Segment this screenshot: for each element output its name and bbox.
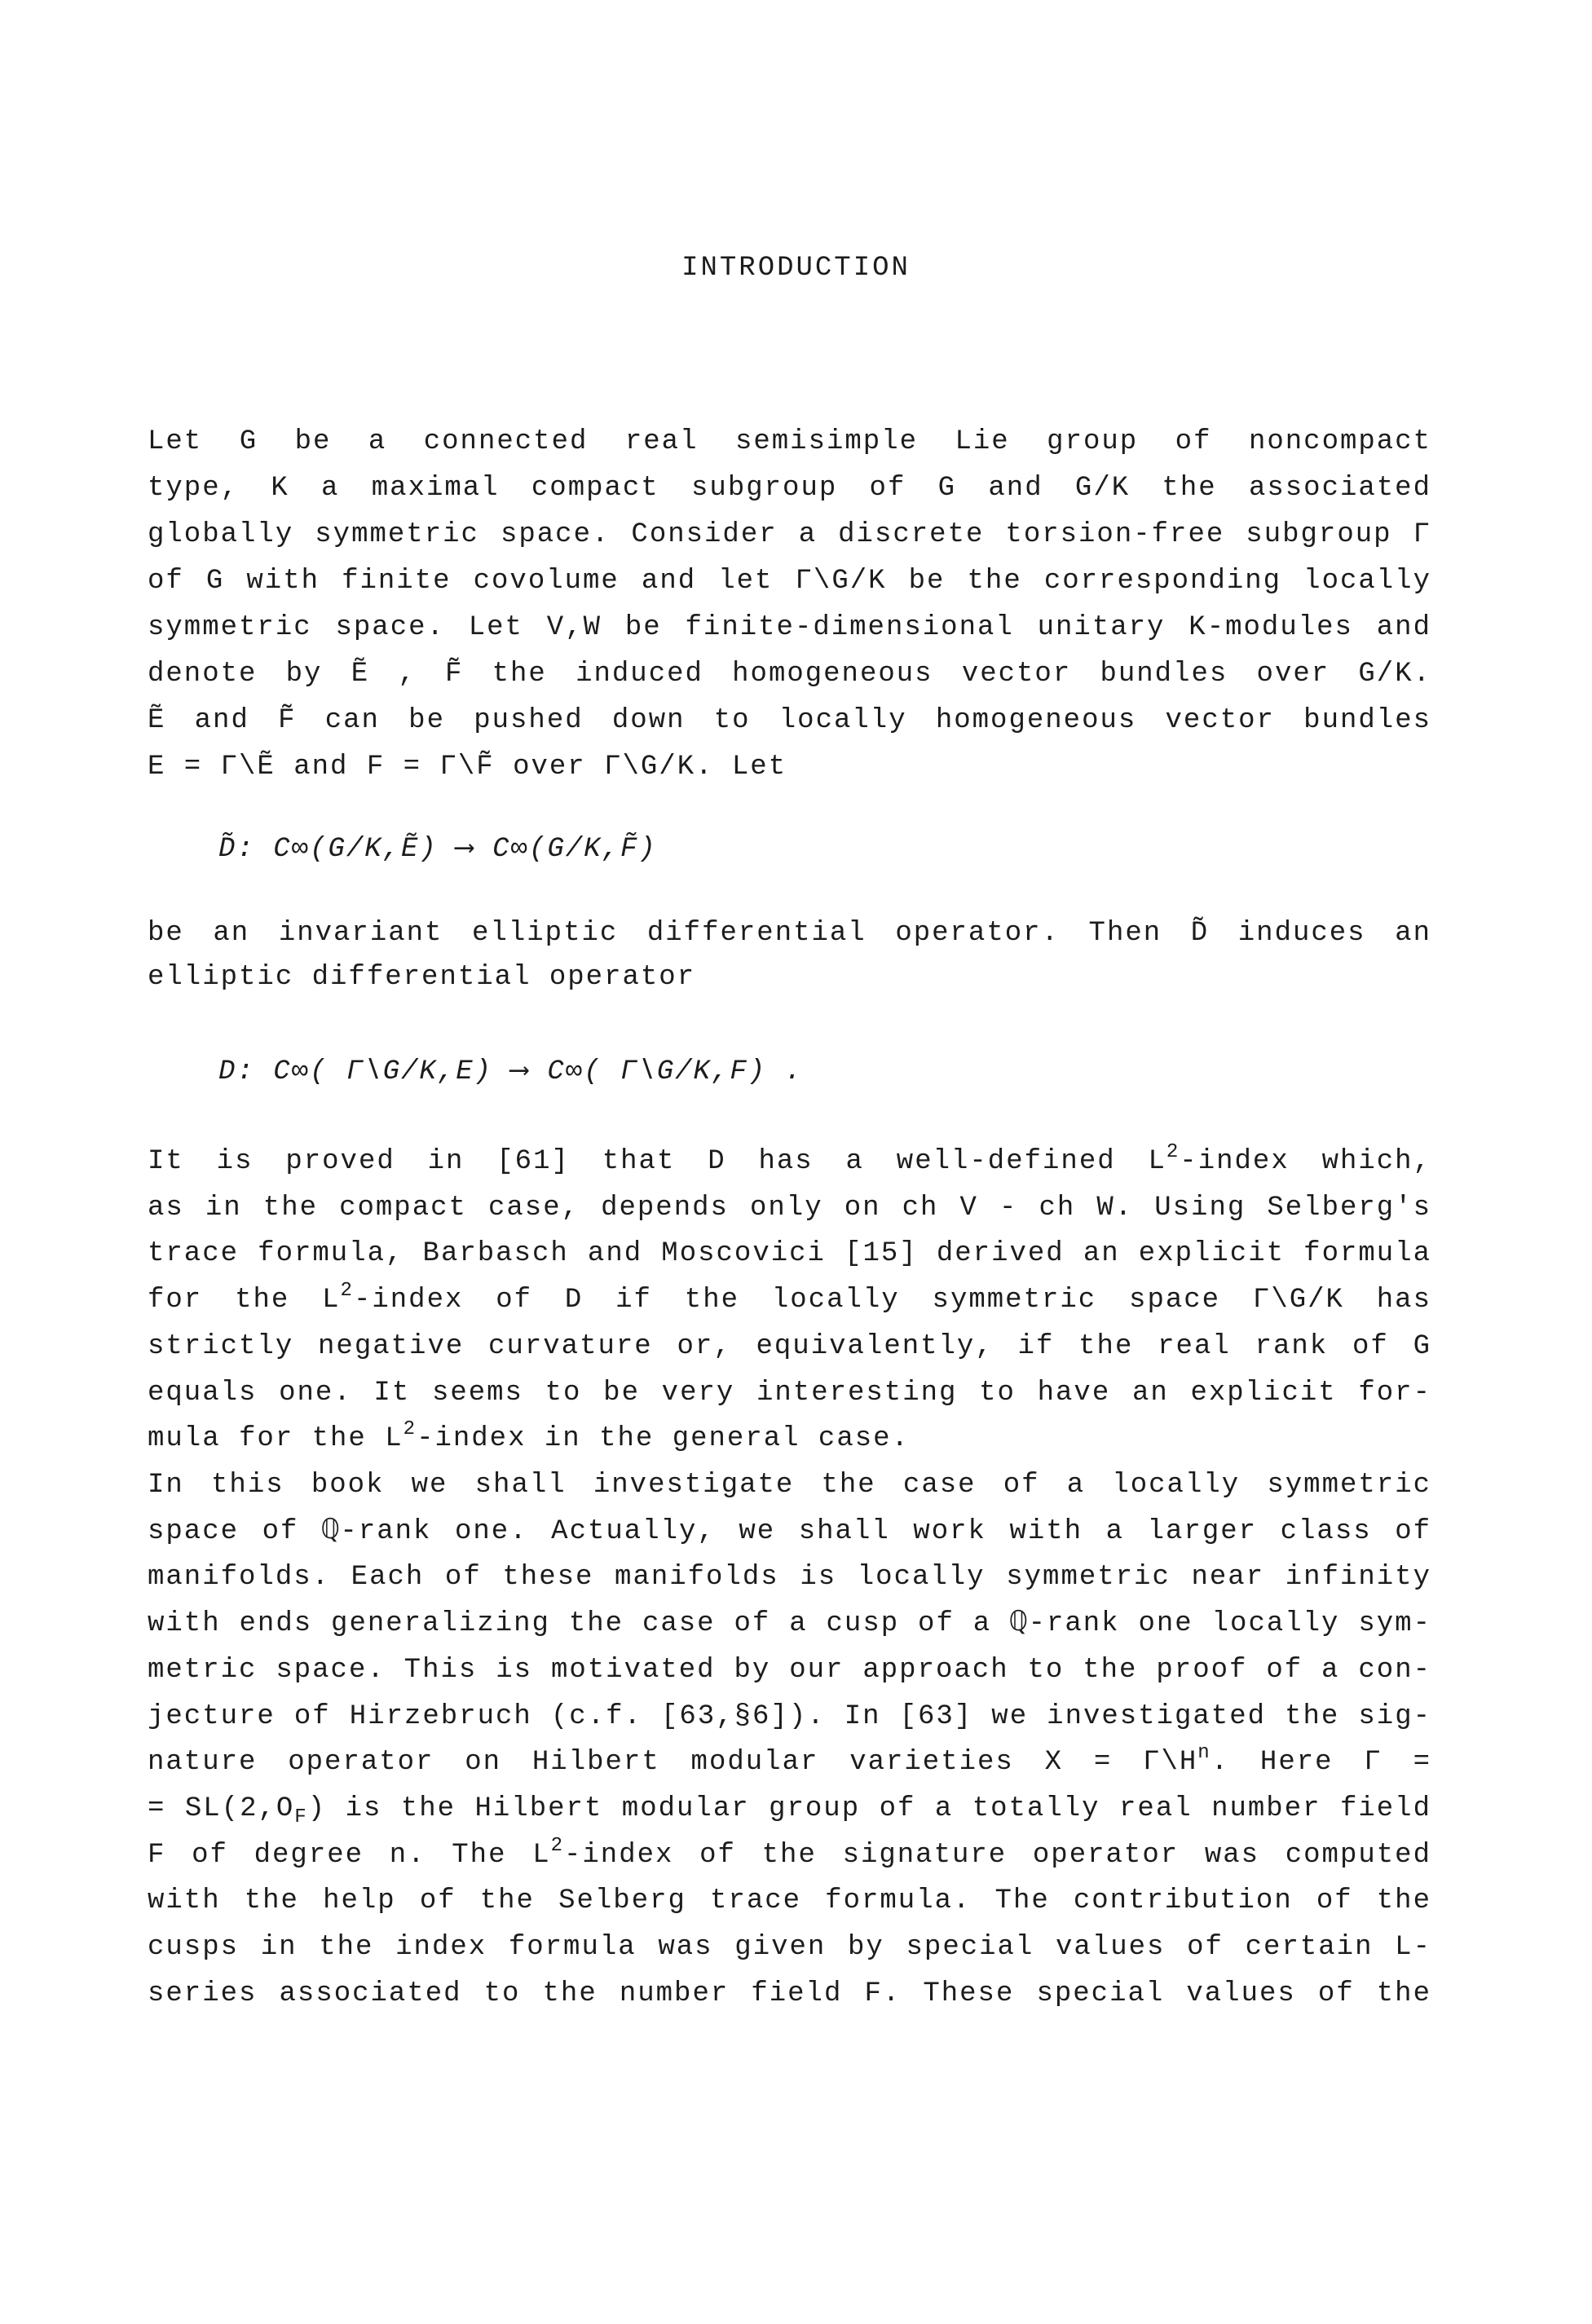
text-line: symmetric space. Let V,W be finite-dimensional unitary K-modules and <box>148 612 1431 643</box>
text-line <box>148 1377 1431 1409</box>
text-line <box>148 1654 1431 1687</box>
text-line: of G with finite covolume and let Γ\G/K be the corresponding locally <box>148 566 1431 597</box>
text-segment: . Here Γ = <box>1211 1747 1431 1779</box>
text-segment: for the L <box>148 1285 341 1316</box>
text-segment: space of ℚ-rank one. Actually, we shall work with a larger class of <box>148 1515 1431 1547</box>
text-segment: F of degree n. The L <box>148 1839 551 1871</box>
subscript: F <box>294 1806 308 1828</box>
text-line <box>148 1469 1431 1502</box>
text-line <box>148 1237 1431 1270</box>
text-segment: strictly negative curvature or, equivalently, if the real rank of G <box>148 1330 1431 1362</box>
text-line: globally symmetric space. Consider a discrete torsion-free subgroup Γ <box>148 519 1431 550</box>
text-segment: with the help of the Selberg trace formula. The contribution of the <box>148 1885 1431 1917</box>
text-line <box>148 1418 1431 1455</box>
text-line: Let G be a connected real semisimple Lie group of noncompact <box>148 426 1431 457</box>
text-line <box>148 1834 1431 1872</box>
superscript: 2 <box>1166 1141 1180 1163</box>
text-segment: -index of the signature operator was computed <box>564 1839 1431 1871</box>
text-segment: mula for the L <box>148 1423 404 1455</box>
superscript: 2 <box>403 1418 417 1441</box>
text-segment: -index of D if the locally symmetric space Γ\G/K has <box>353 1285 1431 1316</box>
text-line: denote by Ẽ , F̃ the induced homogeneous vector bundles over G/K. <box>148 659 1431 690</box>
superscript: n <box>1197 1742 1211 1765</box>
text-segment: nature operator on Hilbert modular varieties X = Γ\H <box>148 1747 1198 1779</box>
text-line <box>148 1978 1431 2010</box>
text-line <box>148 1141 1431 1178</box>
text-segment: manifolds. Each of these manifolds is locally symmetric near infinity <box>148 1562 1431 1594</box>
text-line: elliptic differential operator <box>148 962 696 993</box>
text-line <box>148 1885 1431 1917</box>
page-title: INTRODUCTION <box>681 253 911 284</box>
text-line: Ẽ and F̃ can be pushed down to locally homogeneous vector bundles <box>148 705 1431 736</box>
text-line: E = Γ\Ẽ and F = Γ\F̃ over Γ\G/K. Let <box>148 752 787 783</box>
text-segment: It is proved in [61] that D has a well-defined L <box>148 1146 1166 1177</box>
text-line <box>148 1561 1431 1594</box>
text-segment: with ends generalizing the case of a cusp of a ℚ-rank one locally sym- <box>148 1608 1431 1640</box>
text-segment: cusps in the index formula was given by special values of certain L- <box>148 1932 1431 1963</box>
text-line <box>148 1931 1431 1964</box>
text-line <box>148 1700 1431 1733</box>
text-segment: = SL(2,O <box>148 1793 295 1824</box>
text-segment: equals one. It seems to be very interesting to have an explicit for- <box>148 1377 1431 1409</box>
text-segment: as in the compact case, depends only on ch V - ch W. Using Selberg's <box>148 1192 1431 1224</box>
text-line: be an invariant elliptic differential operator. Then D̃ induces an <box>148 918 1431 949</box>
text-line <box>148 1330 1431 1363</box>
text-line <box>148 1793 1431 1828</box>
text-line <box>148 1192 1431 1224</box>
text-segment: ) is the Hilbert modular group of a totally real number field <box>307 1793 1431 1824</box>
text-segment: -index in the general case. <box>417 1423 910 1455</box>
superscript: 2 <box>550 1834 564 1857</box>
text-segment: series associated to the number field F. These special values of the <box>148 1978 1431 2009</box>
text-line <box>148 1515 1431 1548</box>
superscript: 2 <box>340 1280 354 1303</box>
text-segment: metric space. This is motivated by our approach to the proof of a con- <box>148 1654 1431 1686</box>
text-segment: trace formula, Barbasch and Moscovici [15] derived an explicit formula <box>148 1238 1431 1270</box>
equation-2: D: C∞( Γ\G/K,E) ⟶ C∞( Γ\G/K,F) . <box>218 1056 803 1087</box>
text-segment: -index which, <box>1180 1146 1431 1177</box>
text-segment: jecture of Hirzebruch (c.f. [63,§6]). In [63] we investigated the sig- <box>148 1700 1431 1732</box>
text-line <box>148 1280 1431 1316</box>
text-segment: In this book we shall investigate the case of a locally symmetric <box>148 1470 1431 1501</box>
text-line: type, K a maximal compact subgroup of G and G/K the associated <box>148 473 1431 504</box>
text-line <box>148 1607 1431 1640</box>
text-line <box>148 1742 1431 1779</box>
equation-1: D̃: C∞(G/K,Ẽ) ⟶ C∞(G/K,F̃) <box>218 834 657 865</box>
